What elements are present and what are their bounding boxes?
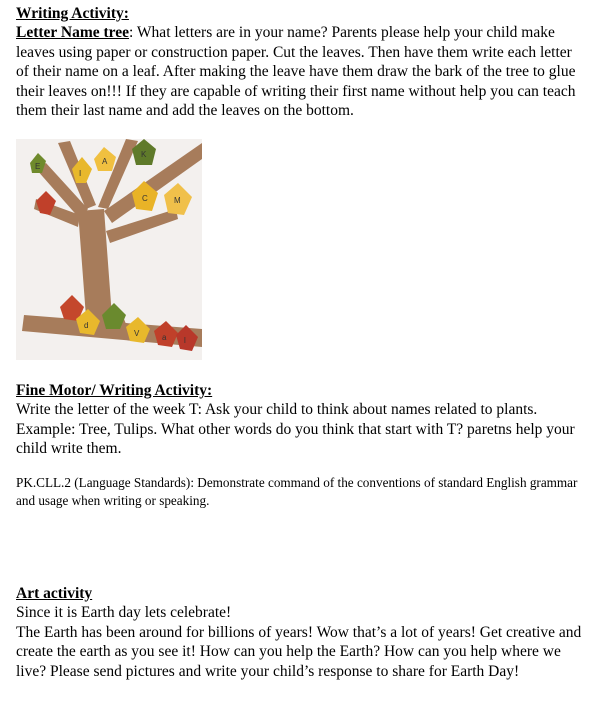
leaf-letter-9: a — [162, 333, 167, 342]
art-activity-intro: Since it is Earth day lets celebrate! — [16, 604, 232, 622]
leaf-letter-6: M — [174, 196, 181, 205]
art-activity-text: The Earth has been around for billions of years! Wow that’s a lot of years! Get creative and create the earth as you see it! How can you help the Earth? How can you help where we live? Please send pictures and write your child’s response to share for Earth Day! — [16, 623, 582, 680]
leaf-letter-8: V — [134, 329, 140, 338]
fine-motor-section — [16, 381, 586, 459]
letter-name-tree-paragraph — [16, 23, 586, 120]
letter-name-tree-text: : What letters are in your name? Parents please help your child make leaves using paper or construction paper. Cut the leaves. Then have them write each letter of their name on a leaf. After making the leave have them draw the bark of the tree to glue their leaves on!!! If they are capable of writing their first name without help you can teach them their last name and add the leaves on the bottom. — [16, 24, 576, 120]
writing-activity-heading: Writing Activity: — [16, 5, 129, 22]
name-tree-illustration — [16, 139, 202, 360]
leaf-letter-5: C — [142, 194, 148, 203]
leaf-letter-10: l — [184, 336, 186, 345]
fine-motor-heading: Fine Motor/ Writing Activity: — [16, 382, 213, 399]
leaf-letter-7: d — [84, 321, 89, 330]
art-activity-heading: Art activity — [16, 585, 93, 602]
leaf-letter-3: A — [102, 157, 108, 166]
leaf-letter-1: E — [35, 162, 41, 171]
leaf-letter-4: K — [141, 150, 147, 159]
standard-text: PK.CLL.2 (Language Standards): Demonstrate command of the conventions of standard English grammar and usage when writing or speaking. — [16, 475, 578, 508]
standard-section — [16, 474, 586, 510]
art-activity-section — [16, 584, 586, 681]
letter-name-tree-label: Letter Name tree — [16, 24, 130, 42]
leaf-letter-2: I — [79, 169, 82, 178]
fine-motor-text: Write the letter of the week T: Ask your child to think about names related to plants. Example: Tree, Tulips. What other words do you think that start with T? paretns help your child write them. — [16, 401, 575, 458]
name-tree-photo — [16, 139, 202, 360]
writing-activity-section — [16, 4, 586, 120]
